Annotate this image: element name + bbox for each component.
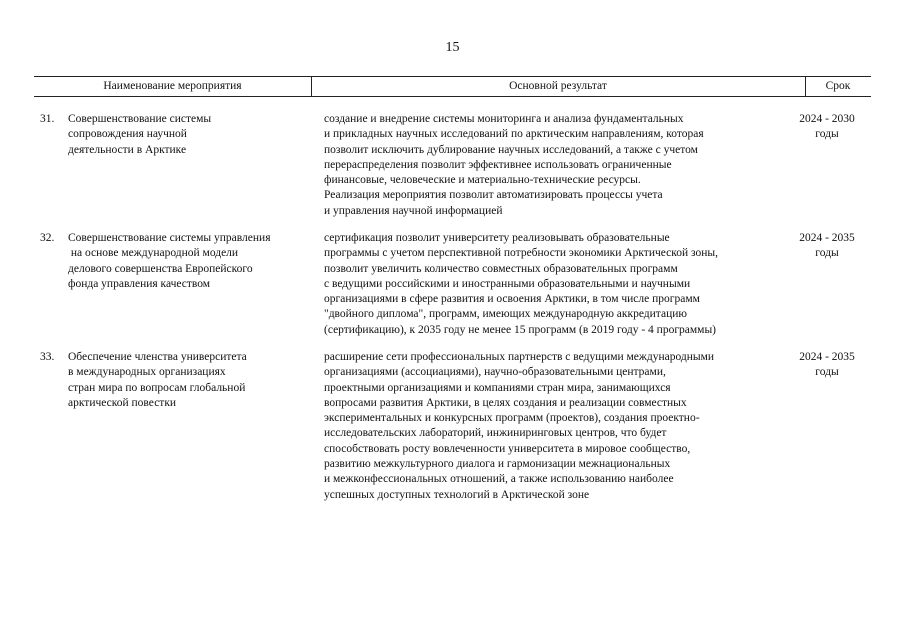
row-name-line: на основе международной модели: [68, 247, 239, 260]
row-result-line: позволит увеличить количество совместных образовательных программ: [324, 262, 678, 275]
row-result-line: сертификация позволит университету реализовывать образовательные: [324, 232, 670, 244]
row-result-line: перераспределения позволит эффективнее использовать ограниченные: [324, 158, 672, 171]
row-result-line: экспериментальных и конкурсных программ (проектов), создания проектно-: [324, 412, 700, 425]
table-header: [34, 76, 871, 97]
row-term: [786, 350, 868, 381]
row-term: [786, 231, 868, 262]
row-name: [68, 350, 308, 411]
row-result-line: программы с учетом перспективной потребности экономики Арктической зоны,: [324, 247, 719, 260]
row-result-line: (сертификацию), к 2035 году не менее 15 программ (в 2019 году - 4 программы): [324, 323, 717, 336]
row-name-line: в международных организациях: [68, 366, 226, 379]
row-result: [324, 112, 784, 219]
row-result: [324, 231, 784, 338]
row-result-line: создание и внедрение системы мониторинга и анализа фундаментальных: [324, 113, 684, 125]
row-name-line: арктической повестки: [68, 396, 177, 409]
row-name-line: фонда управления качеством: [68, 277, 211, 290]
page-number: 15: [445, 40, 460, 55]
row-result-line: организациями (ассоциациями), научно-образовательными центрами,: [324, 366, 666, 379]
row-term: [786, 112, 868, 143]
row-term-years: 2024 - 2035: [799, 351, 855, 363]
row-name-line: Совершенствование системы: [68, 113, 212, 125]
row-number: 33.: [40, 351, 55, 363]
row-result-line: и межконфессиональных отношений, а также использованию наиболее: [324, 473, 674, 486]
row-result-line: финансовые, человеческие и материально-технические ресурсы.: [324, 174, 641, 187]
row-result-line: и прикладных научных исследований по арктическим направлениям, которая: [324, 128, 704, 141]
row-result-line: расширение сети профессиональных партнерств с ведущими международными: [324, 351, 715, 363]
row-result-line: вопросами развития Арктики, в целях создания и реализации совместных: [324, 396, 687, 409]
row-result-line: организациями в сфере развития и освоения Арктики, в том числе программ: [324, 293, 700, 306]
row-result-line: Реализация мероприятия позволит автоматизировать процессы учета: [324, 189, 663, 202]
row-result-line: способствовать росту вовлеченности университета в мировое сообщество,: [324, 442, 691, 455]
row-term-years: 2024 - 2030: [799, 113, 855, 125]
column-header-term: Срок: [825, 80, 851, 92]
column-header-name: Наименование мероприятия: [34, 77, 312, 96]
row-name: [68, 112, 308, 158]
row-term-unit: годы: [815, 366, 839, 379]
row-number: 31.: [40, 113, 55, 125]
row-number: 32.: [40, 232, 55, 244]
row-term-unit: годы: [815, 247, 839, 260]
row-result-line: проектными организациями и компаниями стран мира, занимающихся: [324, 381, 671, 394]
row-name-line: сопровождения научной: [68, 128, 187, 141]
row-result-line: исследовательских лабораторий, инжиниринговых центров, что будет: [324, 427, 667, 440]
row-result-line: с ведущими российскими и иностранными образовательными и научными: [324, 277, 691, 290]
row-name-line: Совершенствование системы управления: [68, 232, 271, 244]
row-term-unit: годы: [815, 128, 839, 141]
row-result-line: "двойного диплома", программ, имеющих международную аккредитацию: [324, 308, 687, 321]
row-result: [324, 350, 784, 503]
row-result-line: и управления научной информацией: [324, 204, 503, 217]
row-result-line: позволит исключить дублирование научных исследований, а также с учетом: [324, 143, 698, 156]
column-header-result: Основной результат: [311, 77, 806, 96]
row-name: [68, 231, 308, 292]
row-name-line: делового совершенства Европейского: [68, 262, 253, 275]
row-name-line: Обеспечение членства университета: [68, 351, 247, 363]
row-name-line: стран мира по вопросам глобальной: [68, 381, 246, 394]
row-result-line: успешных доступных технологий в Арктической зоне: [324, 488, 590, 501]
row-name-line: деятельности в Арктике: [68, 143, 187, 156]
row-result-line: развитию межкультурного диалога и гармонизации межнациональных: [324, 458, 671, 471]
row-term-years: 2024 - 2035: [799, 232, 855, 244]
